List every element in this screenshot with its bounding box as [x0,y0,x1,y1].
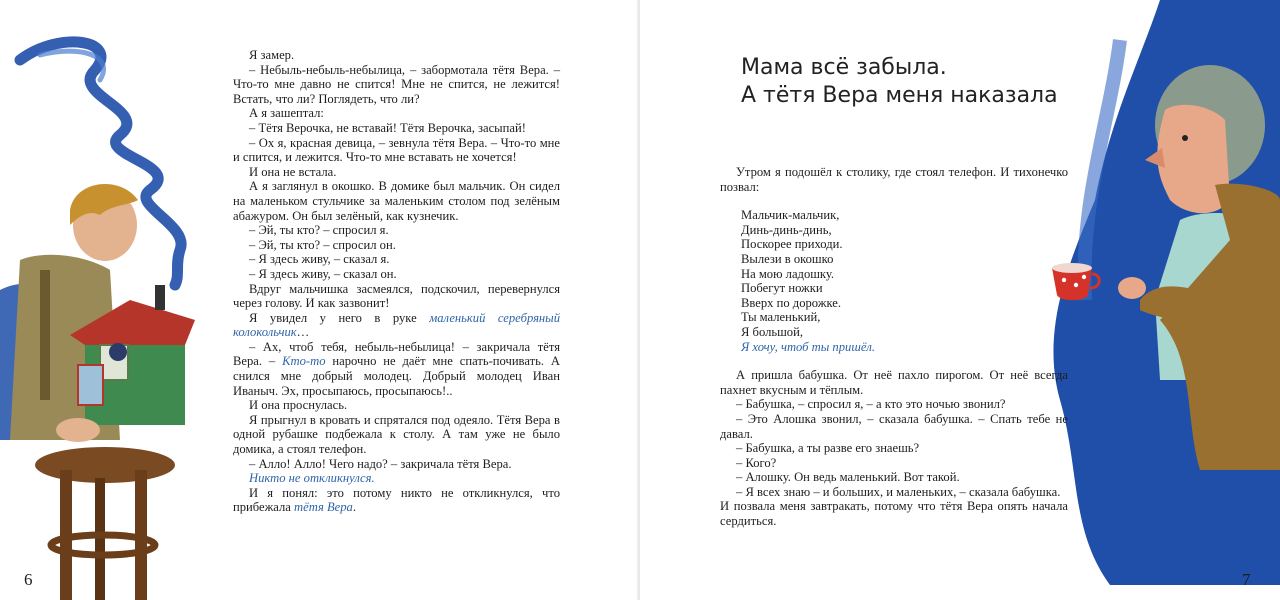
paragraph-text: Я замер. [249,48,295,62]
chapter-heading-line1: Мама всё забыла. [741,55,947,80]
page-number-right: 7 [1242,570,1251,589]
left-page-text [233,48,560,515]
paragraph-text: – Алошку. Он ведь маленький. Вот такой. [736,470,960,485]
poem-line: На мою ладошку. [741,266,835,281]
paragraph [233,252,560,267]
paragraph [720,499,1068,528]
right-page-paragraphs [720,368,1068,529]
paragraph [720,441,1068,456]
paragraph [720,485,1068,500]
paragraph-text-tail: нарочно не даёт мне спать-почивать. А снился мне добрый молодец. Добрый молодец Иван Иваныч. Эх, просыпаюсь, просыпаюсь!.. [233,354,560,398]
paragraph [233,121,560,136]
paragraph-text: – Эй, ты кто? – спросил он. [249,237,396,252]
paragraph-text: Я прыгнул в кровать и спрятался под одеяло. Тётя Вера в одной рубашке подбежала к столу. А там уже не было домика, а стоял телефон. [233,412,560,457]
paragraph-text: – Это Алошка звонил, – сказала бабушка. – Спать тебе не давал. [720,411,1068,441]
paragraph [233,471,560,486]
paragraph-text: А я заглянул в окошко. В домике был мальчик. Он сидел на маленьком стульчике за маленьким столом под зелёным абажуром. Он был зелёный, как кузнечик. [233,179,560,223]
chapter-heading-line2: А тётя Вера меня наказала [741,83,1058,108]
paragraph [233,136,560,165]
paragraph [233,486,560,515]
poem-line: Мальчик-мальчик, [741,208,840,223]
paragraph-text: – Я всех знаю – и больших, и маленьких, – сказала бабушка. [736,484,1061,499]
paragraph-text: – Ох я, красная девица, – зевнула тётя Вера. – Что-то мне и спится, и лежится. Что-то мне вставать не хочется! [233,135,560,165]
paragraph-text: А я зашептал: [249,106,324,121]
paragraph [233,179,560,223]
paragraph-text: – Небыль-небыль-небылица, – забормотала тётя Вера. – Что-то мне давно не спится! Мне не спится, не лежится! Встать, что ли? Поглядеть, что ли? [233,62,560,106]
paragraph [720,397,1068,412]
paragraph [233,267,560,282]
poem-line: Побегут ножки [741,281,823,296]
paragraph-text: И она не встала. [249,164,337,179]
page-number-left: 6 [24,570,33,589]
poem-line: Я большой, [741,324,803,339]
poem-line: Ты маленький, [741,310,821,325]
poem [720,208,1068,339]
poem-line: Поскорее приходи. [741,237,843,252]
paragraph [720,456,1068,471]
paragraph-text: – Эй, ты кто? – спросил я. [249,223,389,238]
poem-line: Вверх по дорожке. [741,295,842,310]
poem-line: Динь-динь-динь, [741,222,832,237]
paragraph-text: – Алло! Алло! Чего надо? – закричала тётя Вера. [249,456,512,471]
paragraph-text: И я понял: это потому никто не откликнулся, что прибежала [233,485,560,515]
intro-paragraph: Утром я подошёл к столику, где стоял телефон. И тихонечко позвал: [720,165,1068,194]
paragraph-text: А пришла бабушка. От неё пахло пирогом. От неё всегда пахнет вкусным и тёплым. [720,368,1068,397]
paragraph [233,413,560,457]
paragraph [233,48,560,63]
paragraph [233,223,560,238]
paragraph [233,238,560,253]
paragraph-text-tail: … [296,325,310,340]
paragraph [233,165,560,180]
left-page [0,0,638,600]
paragraph-text: – Тётя Верочка, не вставай! Тётя Верочка, засыпай! [249,120,526,135]
paragraph-text: И она проснулась. [249,398,348,413]
right-page-text [720,165,1068,529]
paragraph [233,282,560,311]
paragraph-text: – Бабушка, а ты разве его знаешь? [736,441,920,456]
paragraph [233,311,560,340]
paragraph-text: – Бабушка, – спросил я, – а кто это ночью звонил? [736,397,1006,412]
paragraph [720,368,1068,397]
paragraph [233,398,560,413]
highlighted-text: маленький серебряный колокольчик [233,310,561,340]
paragraph-text: – Я здесь живу, – сказал я. [249,252,390,267]
paragraph [720,470,1068,485]
paragraph [233,106,560,121]
right-page [640,0,1280,600]
chapter-heading [741,54,1058,110]
paragraph-text: – Я здесь живу, – сказал он. [249,266,397,281]
paragraph [233,63,560,107]
paragraph-text: И позвала меня завтракать, потому что тётя Вера опять начала сердиться. [720,499,1068,529]
poem-line: Вылези в окошко [741,251,834,266]
highlighted-text: тётя Вера [294,500,353,515]
poem-last-line: Я хочу, чтоб ты пришёл. [741,339,876,354]
highlighted-text: Кто-то [282,354,326,369]
paragraph [720,412,1068,441]
paragraph-text-tail: . [352,500,357,515]
boy-with-house-illustration [0,0,230,600]
paragraph [233,457,560,472]
paragraph-text: Вдруг мальчишка засмеялся, подскочил, перевернулся через голову. И как зазвонит! [233,281,560,311]
paragraph [233,340,560,398]
paragraph-text: – Ах, чтоб тебя, небыль-небылица! – закричала тётя Вера. – [233,339,560,369]
highlighted-text: Никто не откликнулся. [249,471,375,486]
paragraph-text: – Кого? [736,455,777,470]
paragraph-text: Я увидел у него в руке [249,310,430,325]
